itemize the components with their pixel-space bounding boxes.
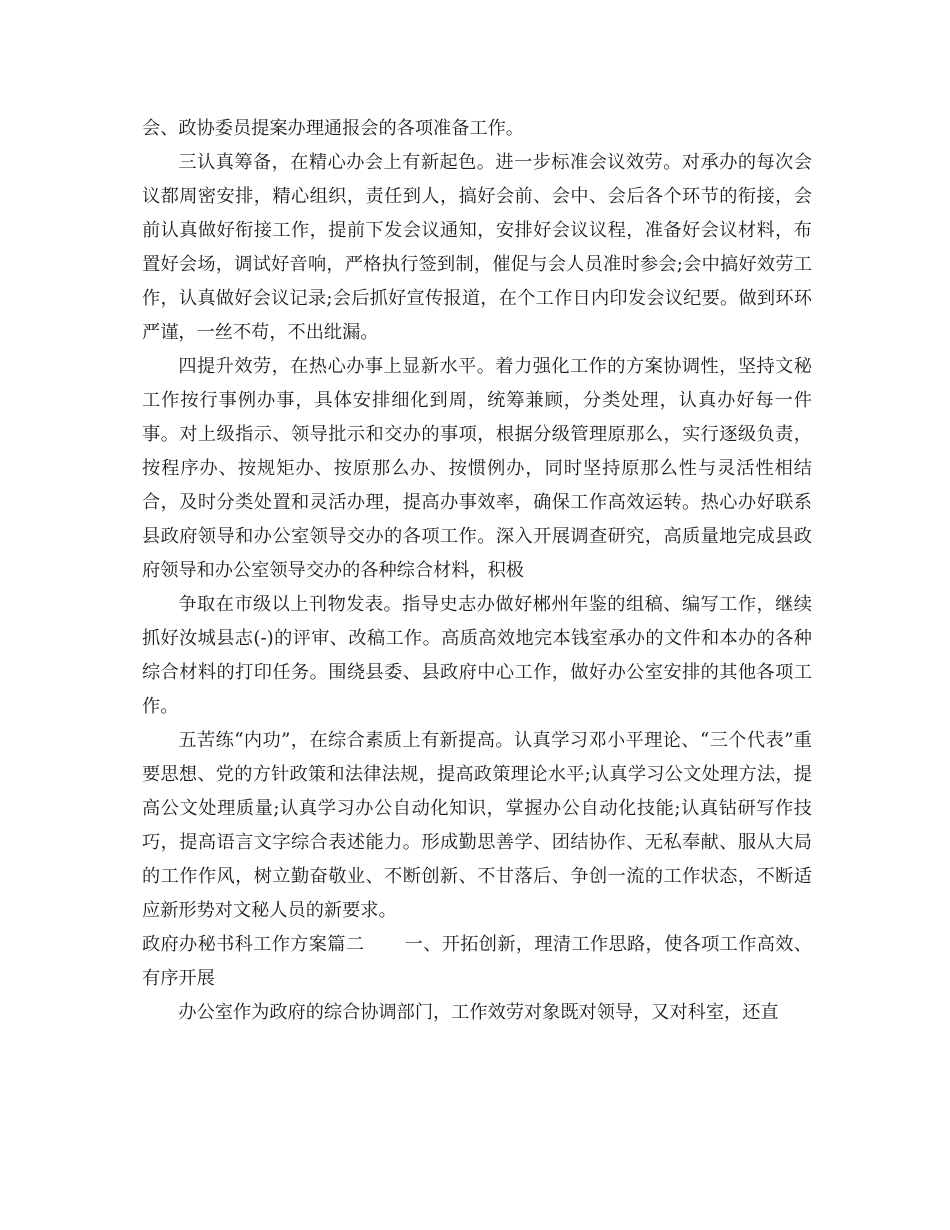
paragraph-3: 四提升效劳，在热心办事上显新水平。着力强化工作的方案协调性，坚持文秘工作按行事例办事，具体安排细化到周，统筹兼顾，分类处理，认真办好每一件事。对上级指示、领导批示和交办的事项，根据分级管理原那么，实行逐级负责，按程序办、按规矩办、按原那么办、按惯例办，同时坚持原那么性与灵活性相结合，及时分类处置和灵活办理，提高办事效率，确保工作高效运转。热心办好联系县政府领导和办公室领导交办的各项工作。深入开展调查研究，高质量地完成县政府领导和办公室领导交办的各种综合材料，积极 xyxy=(142,356,812,581)
section-title: 政府办秘书科工作方案篇二 xyxy=(142,934,365,955)
paragraph-2: 三认真筹备，在精心办会上有新起色。进一步标准会议效劳。对承办的每次会议都周密安排，精心组织，责任到人，搞好会前、会中、会后各个环节的衔接，会前认真做好衔接工作，提前下发会议通知，安排好会议议程，准备好会议材料，布置好会场，调试好音响，严格执行签到制，催促与会人员准时参会;会中搞好效劳工作，认真做好会议记录;会后抓好宣传报道，在个工作日内印发会议纪要。做到环环严谨，一丝不苟，不出纰漏。 xyxy=(142,152,812,343)
paragraph-6: 办公室作为政府的综合协调部门，工作效劳对象既对领导，又对科室，还直 xyxy=(178,1002,779,1023)
paragraph-1: 会、政协委员提案办理通报会的各项准备工作。 xyxy=(142,118,524,139)
section-heading xyxy=(142,928,812,996)
section-subtitle: 一、开拓创新，理清工作思路，使各项工作高效、有序开展 xyxy=(142,934,812,989)
paragraph-5: 五苦练“内功”，在综合素质上有新提高。认真学习邓小平理论、“三个代表”重要思想、党的方针政策和法律法规，提高政策理论水平;认真学习公文处理方法，提高公文处理质量;认真学习办公自动化知识，掌握办公自动化技能;认真钻研写作技巧，提高语言文字综合表述能力。形成勤思善学、团结协作、无私奉献、服从大局的工作作风，树立勤奋敬业、不断创新、不甘落后、争创一流的工作状态，不断适应新形势对文秘人员的新要求。 xyxy=(142,730,812,921)
document-body xyxy=(142,112,812,1030)
paragraph-4: 争取在市级以上刊物发表。指导史志办做好郴州年鉴的组稿、编写工作，继续抓好汝城县志(-)的评审、改稿工作。高质高效地完本钱室承办的文件和本办的各种综合材料的打印任务。围绕县委、县政府中心工作，做好办公室安排的其他各项工作。 xyxy=(142,594,812,717)
